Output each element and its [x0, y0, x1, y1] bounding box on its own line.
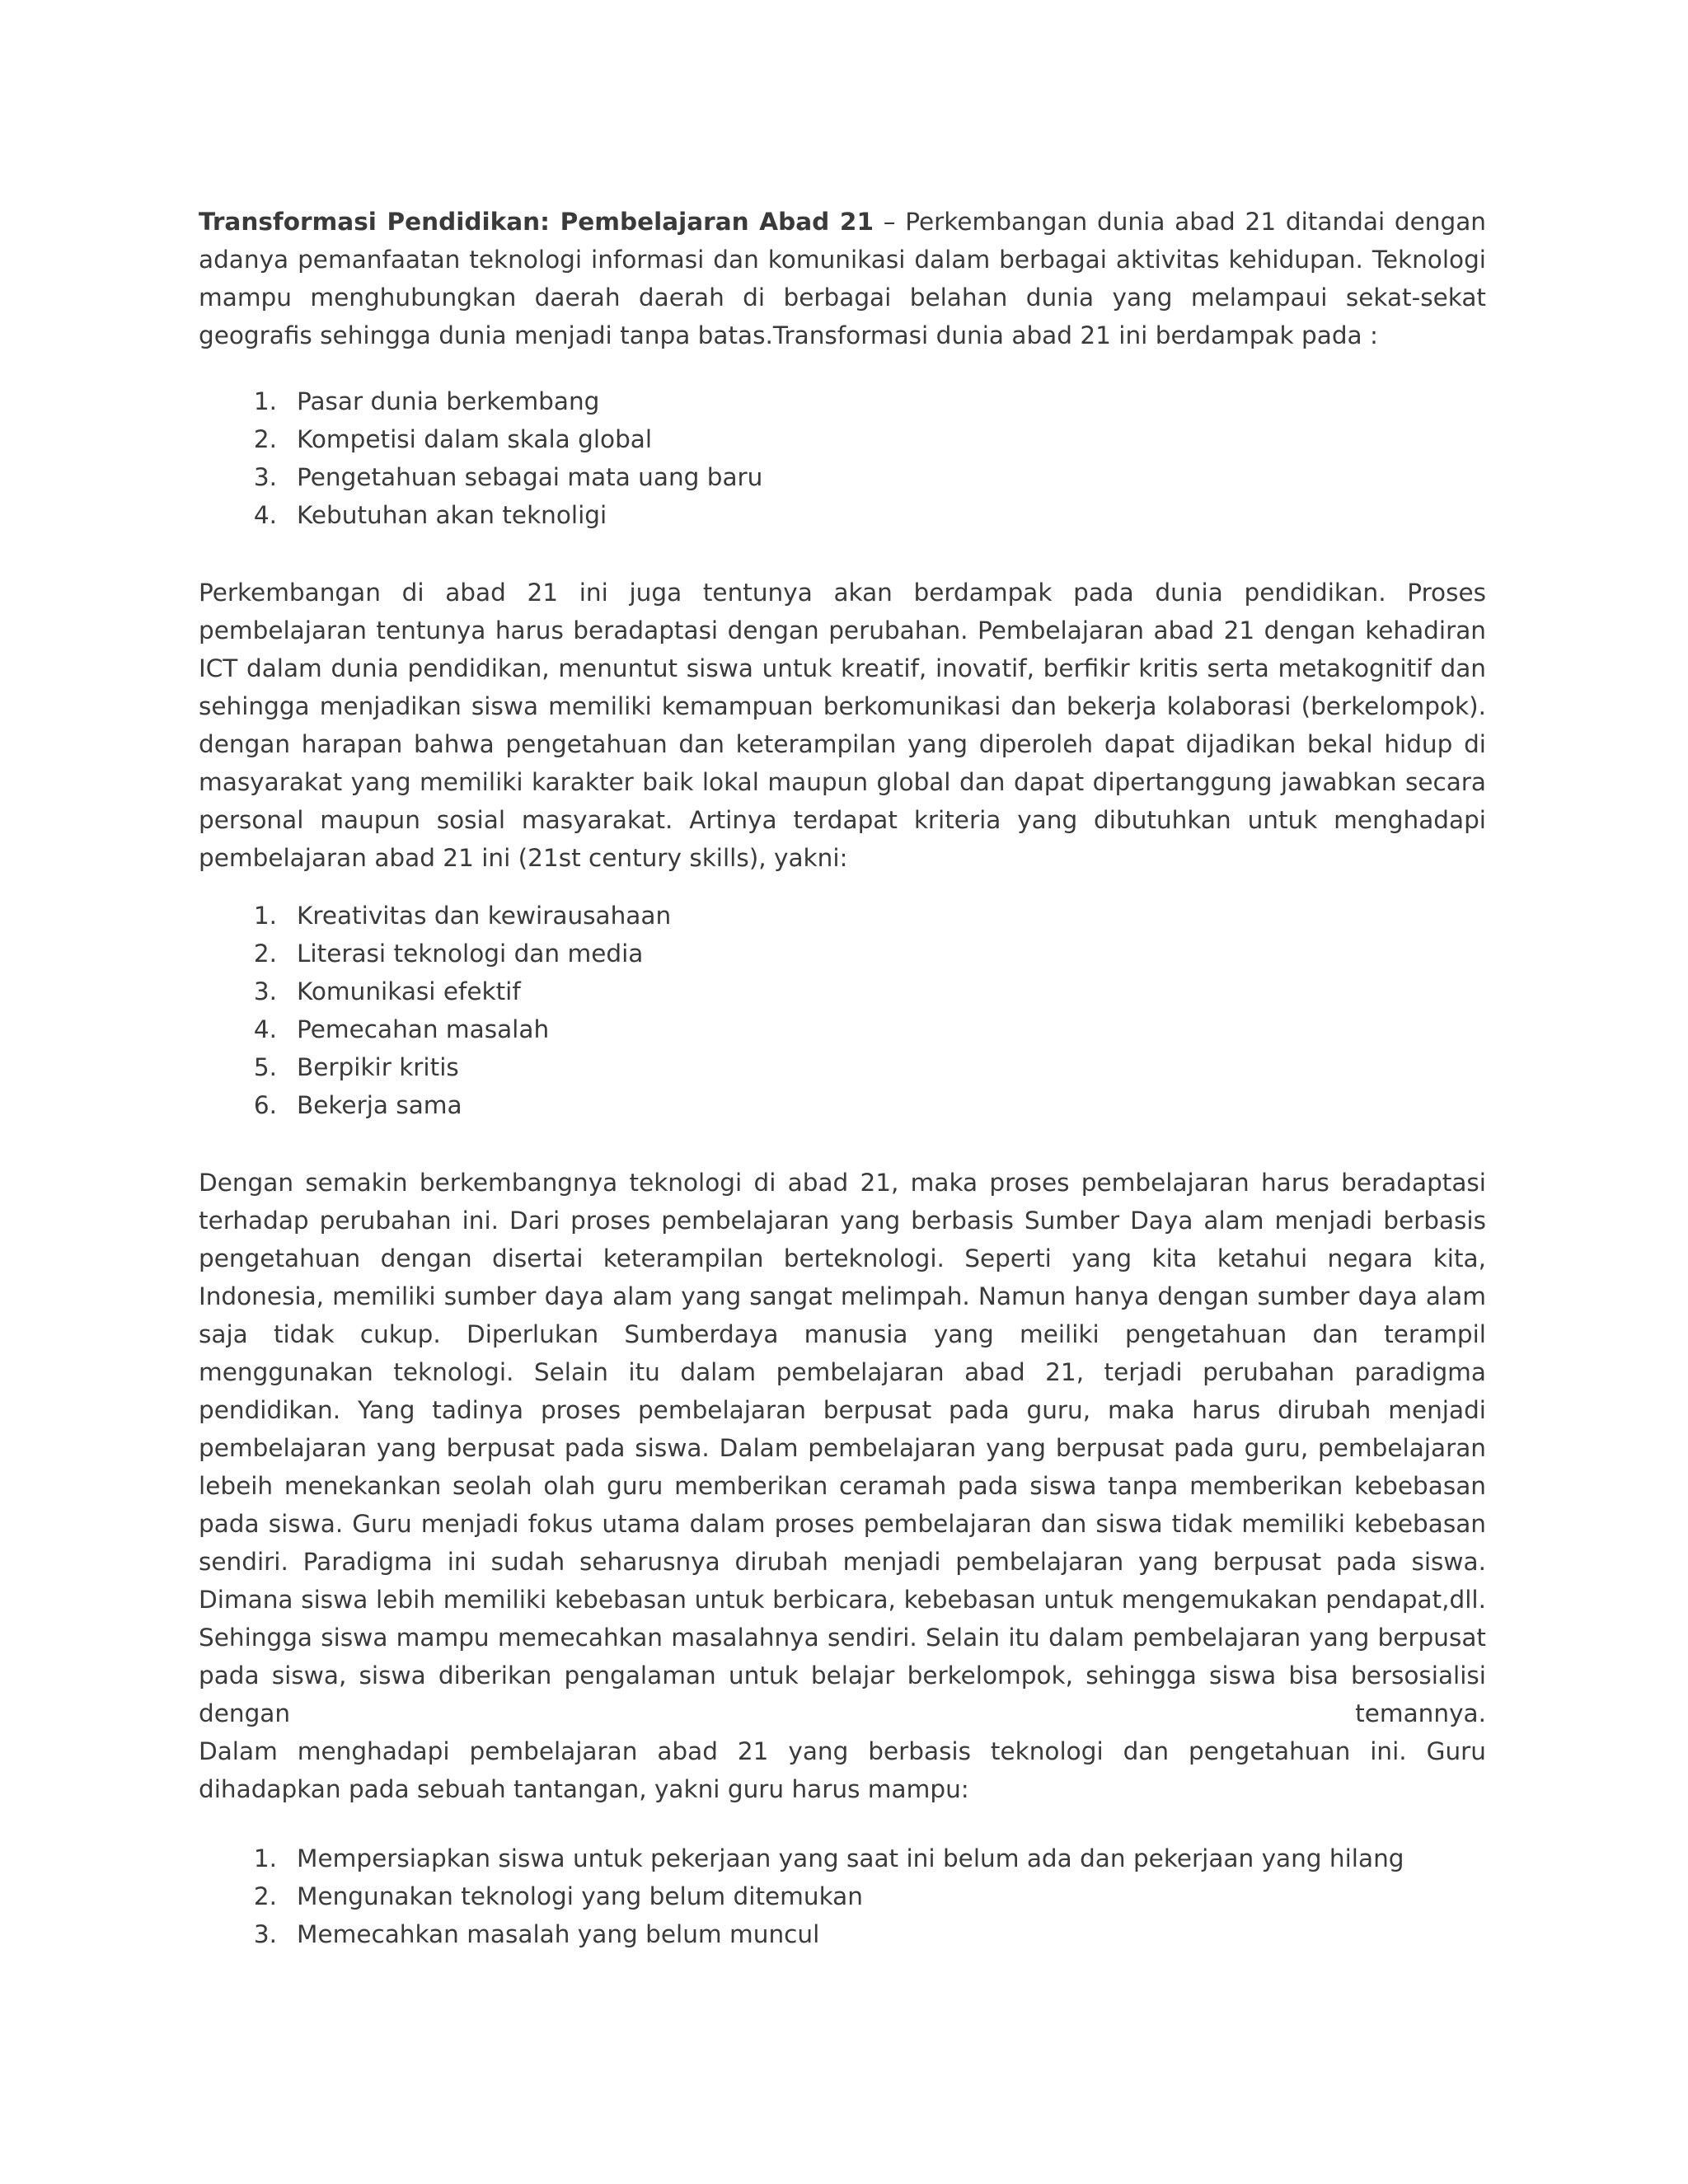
list-item [199, 1840, 1486, 1877]
list-item-number: 3. [253, 977, 277, 1005]
list-item [199, 972, 1486, 1010]
list-item-text: Kreativitas dan kewirausahaan [297, 902, 672, 930]
list-item-text: Literasi teknologi dan media [297, 940, 644, 968]
skills-list [199, 897, 1486, 1124]
challenge-paragraph: Dalam menghadapi pembelajaran abad 21 yang berbasis teknologi dan pengetahuan ini. Guru dihadapkan pada sebuah tantangan, yakni guru harus mampu: [199, 1737, 1486, 1803]
list-item-number: 2. [253, 940, 277, 968]
list-item [199, 496, 1486, 534]
list-item-text: Pengetahuan sebagai mata uang baru [297, 463, 763, 491]
list-item-number: 5. [253, 1053, 277, 1081]
list-item-text: Komunikasi efektif [297, 977, 521, 1005]
list-item [199, 382, 1486, 420]
list-item-text: Kompetisi dalam skala global [297, 425, 653, 453]
list-item-number: 6. [253, 1091, 277, 1119]
list-item-number: 1. [253, 1844, 277, 1872]
list-item-text: Pasar dunia berkembang [297, 387, 600, 415]
list-item-text: Mempersiapkan siswa untuk pekerjaan yang saat ini belum ada dan pekerjaan yang hilang [297, 1844, 1404, 1872]
list-item-text: Pemecahan masalah [297, 1015, 550, 1043]
list-item-number: 1. [253, 902, 277, 930]
list-item-text: Mengunakan teknologi yang belum ditemukan [297, 1882, 863, 1910]
list-item-number: 3. [253, 463, 277, 491]
list-item-text: Memecahkan masalah yang belum muncul [297, 1920, 820, 1948]
list-item-number: 2. [253, 425, 277, 453]
list-item [199, 1048, 1486, 1086]
teacher-challenge-list [199, 1840, 1486, 1953]
list-item-number: 4. [253, 501, 277, 529]
list-item [199, 1877, 1486, 1915]
list-item [199, 935, 1486, 972]
skills-paragraph: Perkembangan di abad 21 ini juga tentunya akan berdampak pada dunia pendidikan. Proses pembelajaran tentunya harus beradaptasi dengan perubahan. Pembelajaran abad 21 dengan kehadiran ICT dalam dunia pendidikan, menuntut siswa untuk kreatif, inovatif, berfikir kritis serta metakognitif dan sehingga menjadikan siswa memiliki kemampuan berkomunikasi dan bekerja kolaborasi (berkelompok). dengan harapan bahwa pengetahuan dan keterampilan yang diperoleh dapat dijadikan bekal hidup di masyarakat yang memiliki karakter baik lokal maupun global dan dapat dipertanggung jawabkan secara personal maupun sosial masyarakat. Artinya terdapat kriteria yang dibutuhkan untuk menghadapi pembelajaran abad 21 ini (21st century skills), yakni: [199, 579, 1486, 872]
list-item [199, 1086, 1486, 1124]
list-item-number: 4. [253, 1015, 277, 1043]
list-item-number: 1. [253, 387, 277, 415]
list-item-number: 2. [253, 1882, 277, 1910]
list-item-text: Berpikir kritis [297, 1053, 459, 1081]
paradigm-paragraph: Dengan semakin berkembangnya teknologi di abad 21, maka proses pembelajaran harus beradaptasi terhadap perubahan ini. Dari proses pembelajaran yang berbasis Sumber Daya alam menjadi berbasis pengetahuan dengan disertai keterampilan berteknologi. Seperti yang kita ketahui negara kita, Indonesia, memiliki sumber daya alam yang sangat melimpah. Namun hanya dengan sumber daya alam saja tidak cukup. Diperlukan Sumberdaya manusia yang meiliki pengetahuan dan terampil menggunakan teknologi. Selain itu dalam pembelajaran abad 21, terjadi perubahan paradigma pendidikan. Yang tadinya proses pembelajaran berpusat pada guru, maka harus dirubah menjadi pembelajaran yang berpusat pada siswa. Dalam pembelajaran yang berpusat pada guru, pembelajaran lebeih menekankan seolah olah guru memberikan ceramah pada siswa tanpa memberikan kebebasan pada siswa. Guru menjadi fokus utama dalam proses pembelajaran dan siswa tidak memiliki kebebasan sendiri. Paradigma ini sudah seharusnya dirubah menjadi pembelajaran yang berpusat pada siswa. Dimana siswa lebih memiliki kebebasan untuk berbicara, kebebasan untuk mengemukakan pendapat,dll. Sehingga siswa mampu memecahkan masalahnya sendiri. Selain itu dalam pembelajaran yang berpusat pada siswa, siswa diberikan pengalaman untuk belajar berkelompok, sehingga siswa bisa bersosialisi dengan temannya. [199, 1169, 1486, 1727]
intro-paragraph [199, 203, 1486, 354]
list-item-text: Bekerja sama [297, 1091, 462, 1119]
list-item [199, 420, 1486, 458]
article-title: Transformasi Pendidikan: Pembelajaran Abad 21 [199, 208, 874, 236]
document-page [199, 203, 1486, 1953]
list-item [199, 458, 1486, 496]
list-item-number: 3. [253, 1920, 277, 1948]
list-item-text: Kebutuhan akan teknoligi [297, 501, 607, 529]
impact-list [199, 382, 1486, 534]
list-item [199, 1915, 1486, 1953]
list-item [199, 1010, 1486, 1048]
list-item [199, 897, 1486, 935]
intro-text: – Perkembangan dunia abad 21 ditandai dengan adanya pemanfaatan teknologi informasi dan komunikasi dalam berbagai aktivitas kehidupan. Teknologi mampu menghubungkan daerah daerah di berbagai belahan dunia yang melampaui sekat-sekat geografis sehingga dunia menjadi tanpa batas.Transformasi dunia abad 21 ini berdampak pada : [199, 208, 1486, 349]
